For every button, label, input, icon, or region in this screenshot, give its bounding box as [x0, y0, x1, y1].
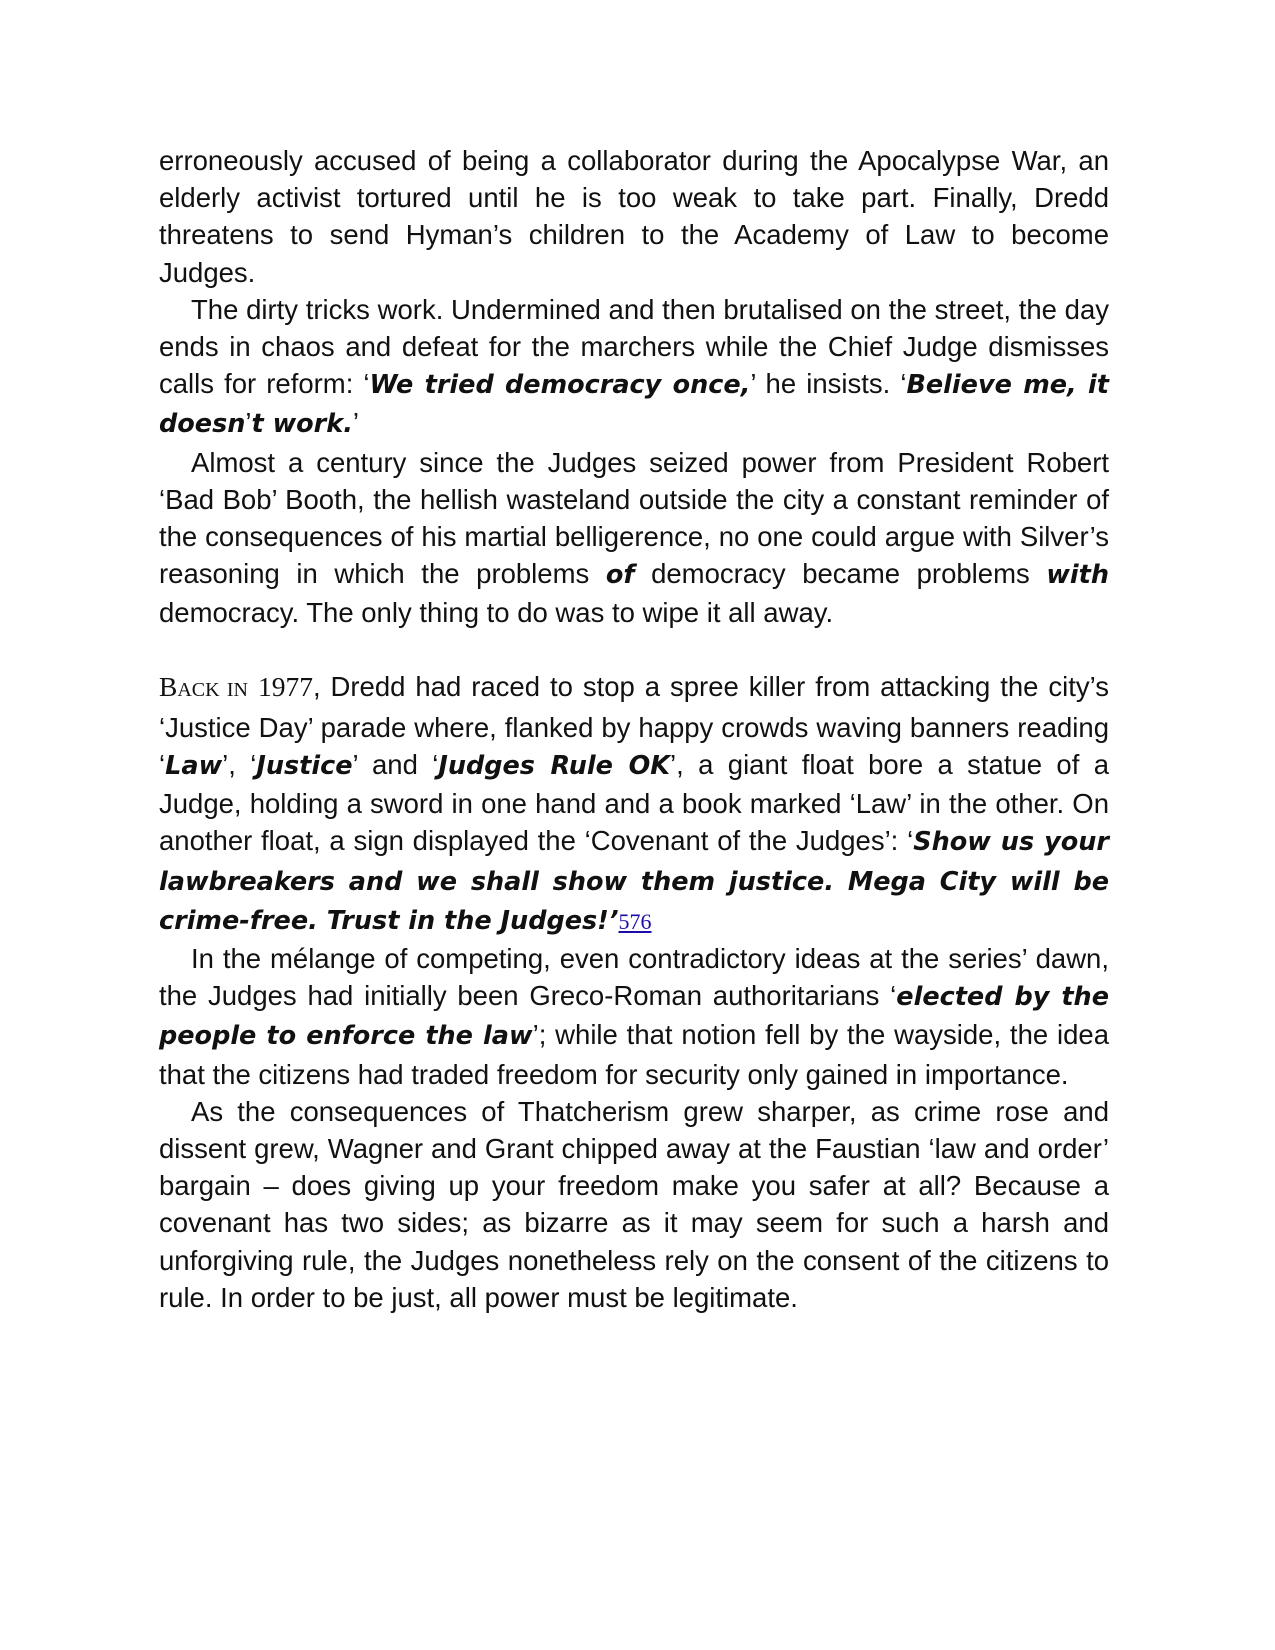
small-caps-text: ACK IN [177, 678, 248, 701]
text: , Dredd had raced to stop a spree killer from attacking the city’s ‘Justice Day’ parade where, flanked by happy crowds waving banners reading ‘ [159, 670, 1109, 781]
small-caps-initial: B [159, 670, 178, 702]
page-body [159, 142, 1109, 1316]
emphasis: with [1046, 560, 1109, 591]
text: ’, a giant float bore a statue of a Judge, holding a sword in one hand and a book marked ‘Law’ in the other. On another float, a sign displayed the ‘Covenant of the Judges’: ‘ [159, 749, 1109, 857]
text: As the consequences of Thatcherism grew sharper, as crime rose and dissent grew, Wagner and Grant chipped away at the Faustian ‘law and order’ bargain – does giving up your freedom make you safer at all? Because a covenant has two sides; as bizarre as it may seem for such a harsh and unforgiving rule, the Judges nonetheless rely on the consent of the citizens to rule. In order to be just, all power must be legitimate. [159, 1095, 1109, 1313]
quote-emphasis: Believe me, it doesn [159, 370, 1109, 440]
covenant-quote: Show us your lawbreakers and we shall show them justice. Mega City will be crime-free. Trust in the Judges! [159, 827, 1109, 936]
quote-emphasis: t work. [251, 409, 353, 440]
paragraph-3 [159, 444, 1109, 632]
quote-emphasis: Law [165, 751, 223, 782]
quote-emphasis: Judges Rule OK [438, 751, 671, 782]
paragraph-1 [159, 142, 1109, 291]
text: Almost a century since the Judges seized power from President Robert ‘Bad Bob’ Booth, the hellish wasteland outside the city a constant reminder of the consequences of his martial belligerence, no one could argue with Silver’s reasoning in which the problems [159, 446, 1109, 590]
emphasis: of [605, 560, 635, 591]
paragraph-5 [159, 940, 1109, 1093]
paragraph-4 [159, 668, 1109, 940]
text: The dirty tricks work. Undermined and then brutalised on the street, the day ends in chaos and defeat for the marchers while the Chief Judge dismisses calls for reform: ‘ [159, 293, 1109, 400]
text: ’ and ‘ [352, 749, 439, 781]
quote-emphasis: We tried democracy once, [369, 370, 751, 401]
text: ’ [245, 407, 252, 439]
text: ’, ‘ [222, 749, 257, 781]
quote-emphasis: elected by the people to enforce the law [159, 982, 1110, 1052]
text: ’; while that notion fell by the wayside, the idea that the citizens had traded freedom for security only gained in importance. [159, 1019, 1109, 1090]
text: ’ he insists. ‘ [750, 368, 907, 400]
text: In the mélange of competing, even contradictory ideas at the series’ dawn, the Judges had initially been Greco-Roman authoritarians ‘ [159, 943, 1109, 1012]
section-break [159, 632, 1109, 668]
footnote-link[interactable]: 576 [618, 908, 652, 934]
year: 1977 [257, 670, 313, 702]
text: democracy became problems [634, 558, 1047, 590]
text: democracy. The only thing to do was to wipe it all away. [159, 597, 834, 629]
text: ’ [352, 407, 360, 439]
text [248, 671, 258, 702]
paragraph-6 [159, 1093, 1109, 1316]
quote-emphasis: Justice [256, 751, 353, 782]
paragraph-2 [159, 291, 1109, 444]
text: erroneously accused of being a collaborator during the Apocalypse War, an elderly activist tortured until he is too weak to take part. Finally, Dredd threatens to send Hyman’s children to the Academy of Law to become Judges. [159, 145, 1109, 288]
text: ’ [608, 905, 619, 936]
